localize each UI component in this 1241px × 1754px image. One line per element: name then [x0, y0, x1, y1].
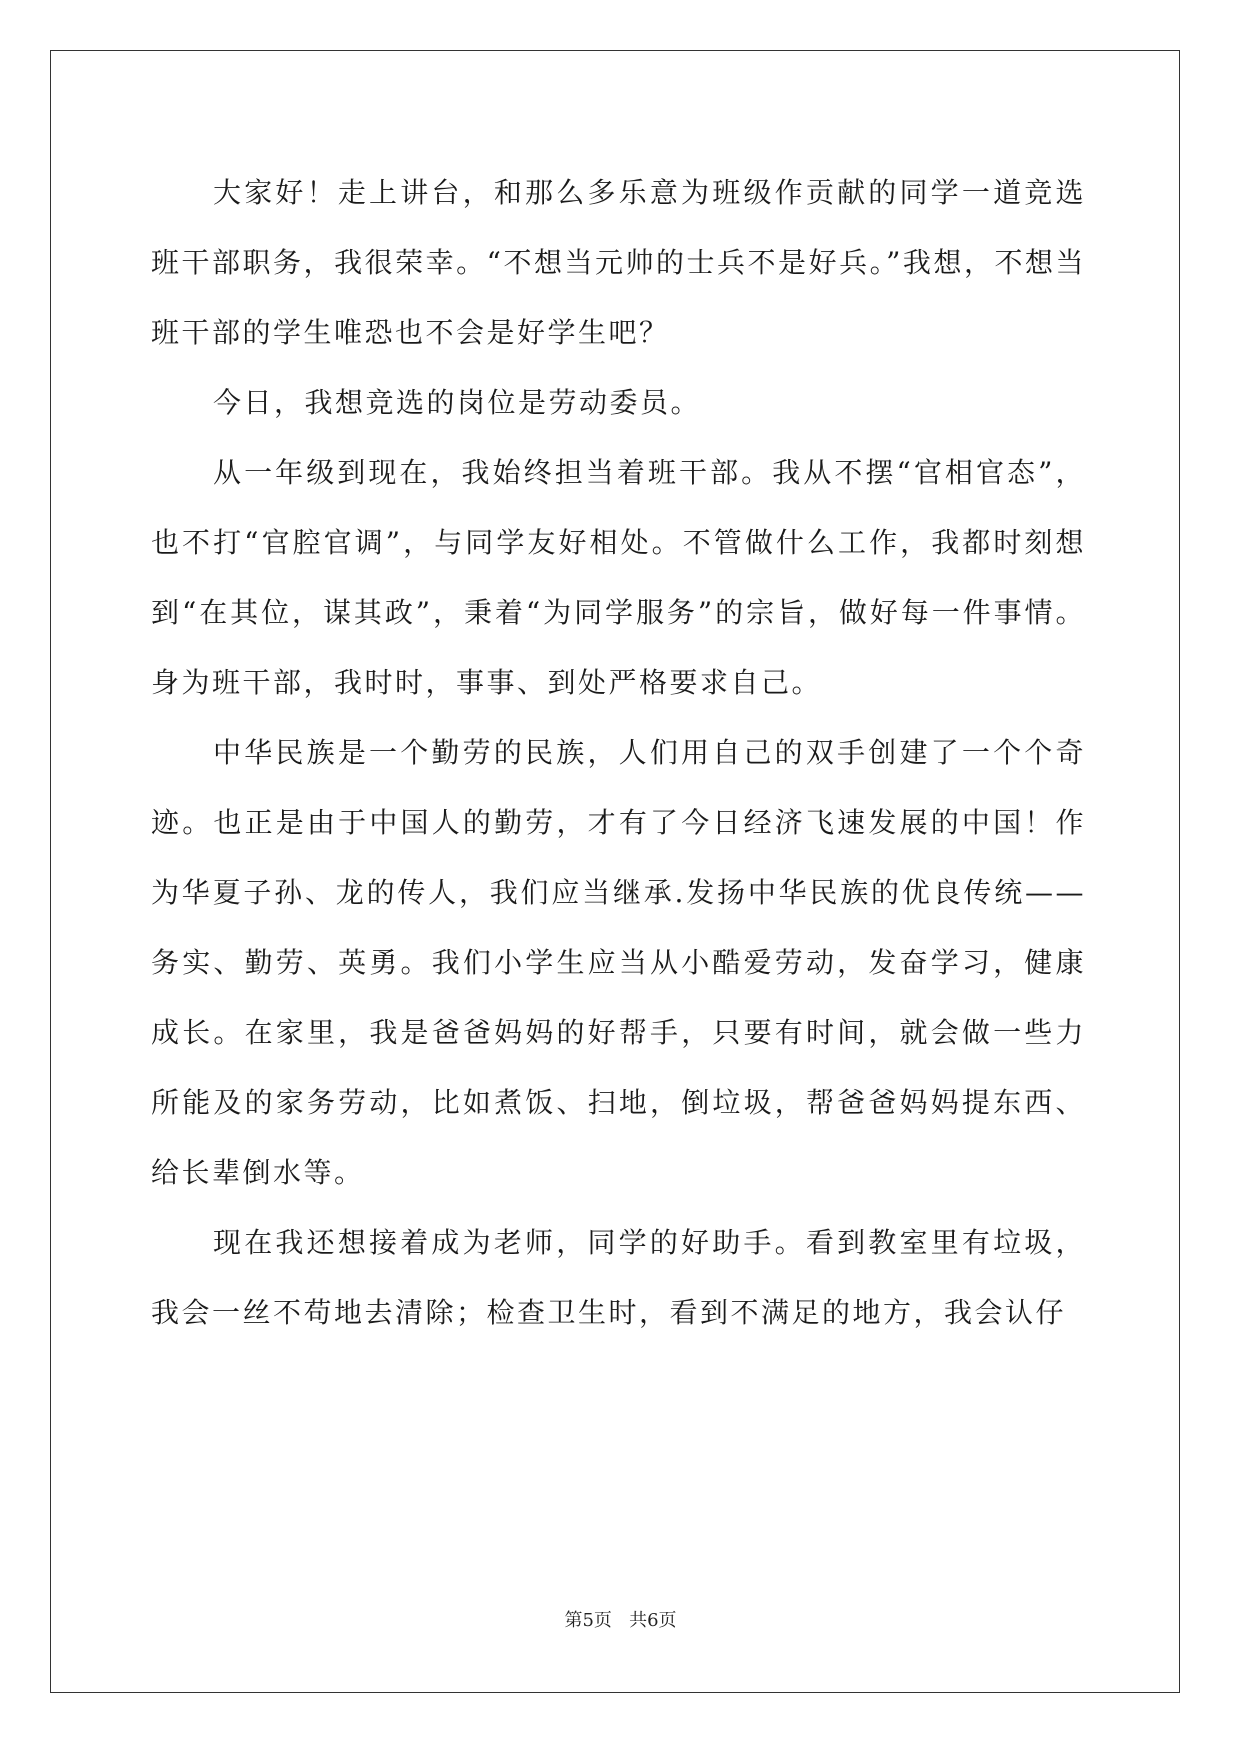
document-body — [151, 158, 1086, 1348]
paragraph: 现在我还想接着成为老师，同学的好助手。看到教室里有垃圾，我会一丝不苟地去清除；检查卫生时，看到不满足的地方，我会认仔 — [151, 1226, 1086, 1329]
page-total: 共6页 — [629, 1610, 677, 1631]
paragraph: 从一年级到现在，我始终担当着班干部。我从不摆“官相官态”，也不打“官腔官调”，与同学友好相处。不管做什么工作，我都时刻想到“在其位，谋其政”，秉着“为同学服务”的宗旨，做好每一件事情。身为班干部，我时时，事事、到处严格要求自己。 — [151, 456, 1086, 699]
paragraph: 中华民族是一个勤劳的民族，人们用自己的双手创建了一个个奇迹。也正是由于中国人的勤劳，才有了今日经济飞速发展的中国！作为华夏子孙、龙的传人，我们应当继承.发扬中华民族的优良传统——务实、勤劳、英勇。我们小学生应当从小酷爱劳动，发奋学习，健康成长。在家里，我是爸爸妈妈的好帮手，只要有时间，就会做一些力所能及的家务劳动，比如煮饭、扫地，倒垃圾，帮爸爸妈妈提东西、给长辈倒水等。 — [151, 736, 1086, 1189]
page-number: 第5页 — [564, 1610, 612, 1631]
paragraph: 大家好！走上讲台，和那么多乐意为班级作贡献的同学一道竞选班干部职务，我很荣幸。“不想当元帅的士兵不是好兵。”我想，不想当班干部的学生唯恐也不会是好学生吧？ — [151, 176, 1086, 349]
paragraph: 今日，我想竞选的岗位是劳动委员。 — [213, 386, 702, 419]
page-footer — [0, 1606, 1241, 1632]
